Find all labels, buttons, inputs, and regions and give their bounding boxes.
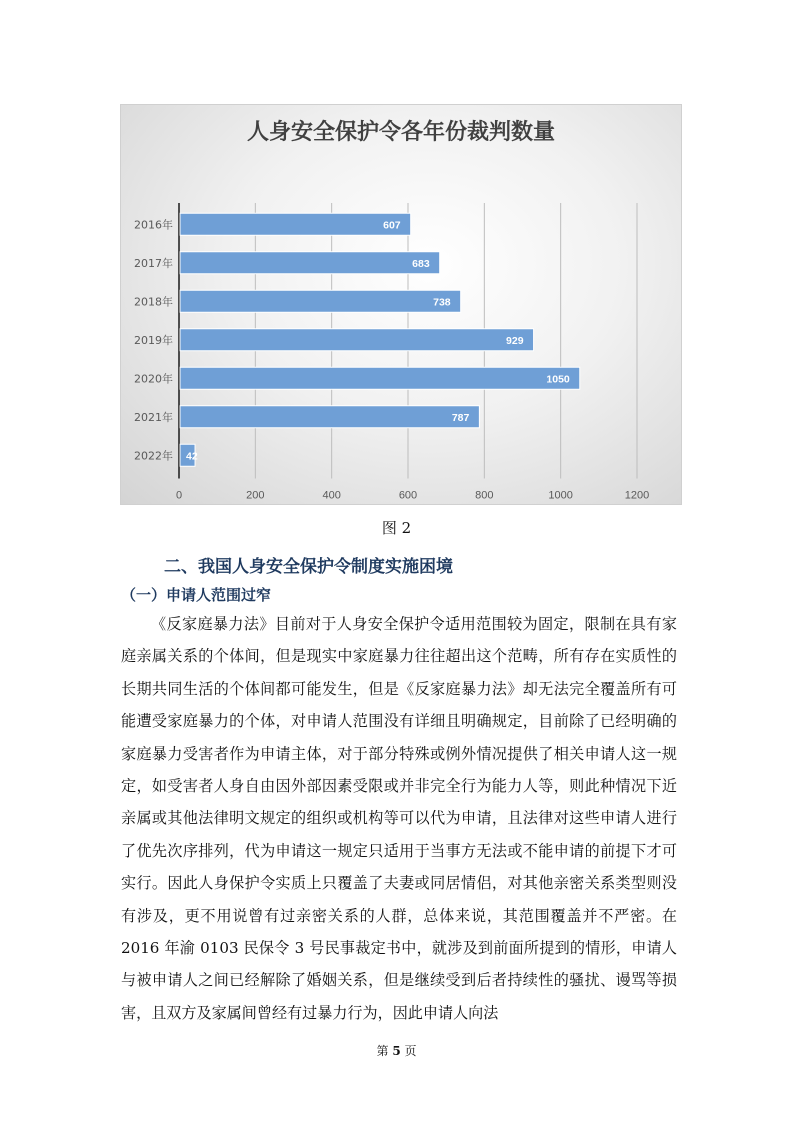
bar (180, 290, 461, 312)
bar (180, 213, 411, 235)
page-number: 5 (392, 1044, 401, 1058)
y-category-label: 2017年 (134, 256, 173, 270)
bar-value-label: 683 (412, 257, 430, 270)
x-tick-label: 800 (475, 489, 494, 502)
subsection-heading: （一）申请人范围过窄 (121, 586, 272, 604)
bar-chart (120, 104, 682, 505)
y-category-label: 2022年 (134, 449, 173, 463)
footer-prefix: 第 (376, 1044, 389, 1058)
bar (180, 252, 440, 274)
y-category-label: 2021年 (134, 410, 173, 424)
chart-plot-area (121, 105, 681, 504)
figure-caption: 图 2 (381, 519, 412, 537)
bar (180, 367, 580, 389)
x-tick-label: 600 (398, 489, 418, 502)
bar-value-label: 607 (383, 219, 401, 232)
bar (180, 329, 534, 351)
x-tick-label: 1000 (548, 489, 573, 502)
x-tick-label: 0 (175, 489, 183, 502)
y-category-label: 2020年 (134, 372, 173, 386)
y-category-label: 2018年 (134, 295, 173, 309)
bar-value-label: 42 (186, 450, 198, 463)
bar (180, 406, 479, 428)
bar-value-label: 787 (451, 411, 470, 424)
bar-value-label: 738 (433, 296, 451, 309)
x-tick-label: 400 (322, 489, 341, 502)
section-heading: 二、我国人身安全保护令制度实施困境 (164, 557, 453, 577)
y-category-label: 2019年 (134, 333, 173, 347)
bar-value-label: 929 (506, 334, 524, 347)
body-paragraph: 《反家庭暴力法》目前对于人身安全保护令适用范围较为固定，限制在具有家庭亲属关系的个体间，但是现实中家庭暴力往往超出这个范畴，所有存在实质性的长期共同生活的个体间都可能发生，但是《反家庭暴力法》却无法完全覆盖所有可能遭受家庭暴力的个体，对申请人范围没有详细且明确规定，目前除了已经明确的家庭暴力受害者作为申请主体，对于部分特殊或例外情况提供了相关申请人这一规定，如受害者人身自由因外部因素受限或并非完全行为能力人等，则此种情况下近亲属或其他法律明文规定的组织或机构等可以代为申请，且法律对这些申请人进行了优先次序排列，代为申请这一规定只适用于当事方无法或不能申请的前提下才可实行。因此人身保护令实质上只覆盖了夫妻或同居情侣，对其他亲密关系类型则没有涉及，更不用说曾有过亲密关系的人群，总体来说，其范围覆盖并不严密。在 2016 年渝 0103 民保令 3 号民事裁定书中，就涉及到前面所提到的情形，申请人与被申请人之间已经解除了婚姻关系，但是继续受到后者持续性的骚扰、谩骂等损害，且双方及家属间曾经有过暴力行为，因此申请人向法 (121, 615, 677, 1022)
footer-suffix: 页 (404, 1044, 417, 1058)
chart-title: 人身安全保护令各年份裁判数量 (246, 120, 555, 145)
page-footer (0, 1042, 793, 1059)
bar-value-label: 1050 (546, 373, 570, 386)
x-tick-label: 200 (246, 489, 265, 502)
x-tick-label: 1200 (624, 489, 650, 502)
y-category-label: 2016年 (134, 218, 173, 232)
